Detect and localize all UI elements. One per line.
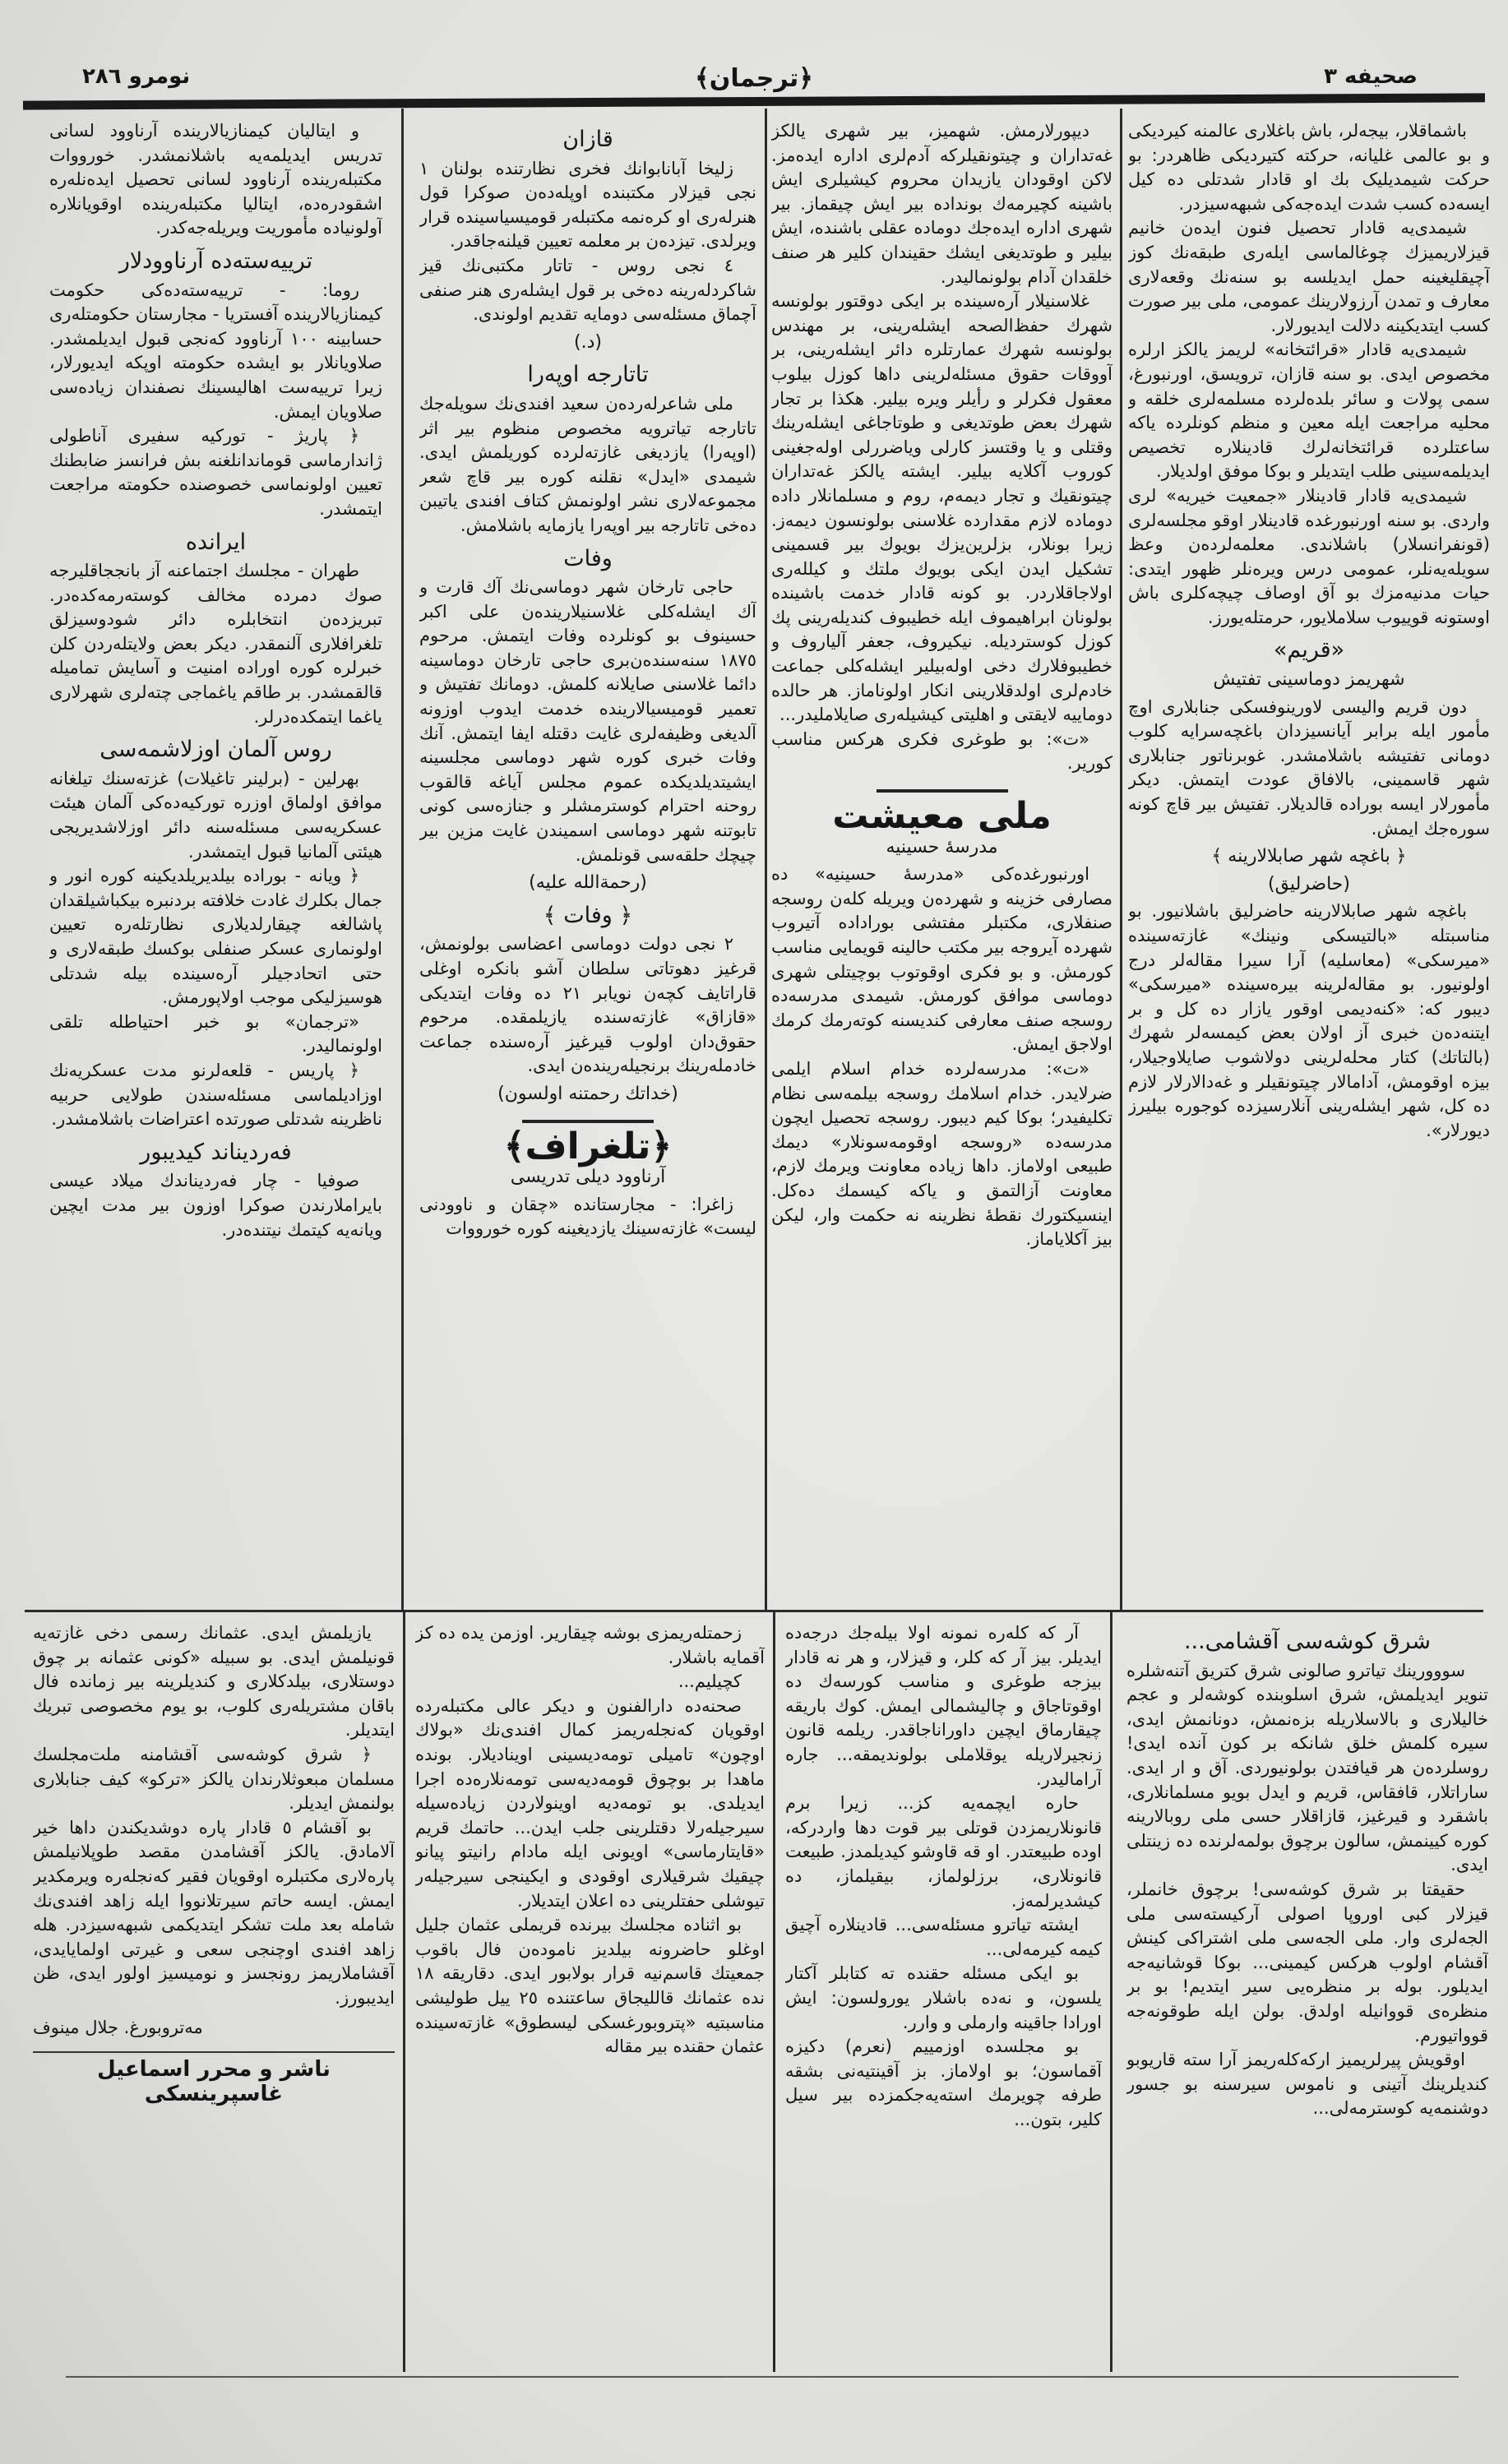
paragraph: اوقویش پیرلریمیز ارکه‌کله‌ریمز آرا سته قاریوبو کندیلرینك آتینی و ناموس سیرسنه بو جسور دوشنمه‌یه کوسترمه‌لی...	[1126, 2050, 1488, 2119]
bottom-rule	[66, 2376, 1459, 2378]
subheadline: شهریمز دوماسینی تفتیش	[1213, 669, 1405, 691]
top-column-3	[419, 119, 756, 1603]
paragraph: دون قریم والیسی لاورینوفسکی جنابلاری اوچ مأمور ایله برابر آیانسیزدان باغچه‌سرایه کلوب دومانی تفتیشه باشلامشدر. غوبرناتور جنابلاری شهر قاسمینی، بالافاق عودت ایتمش. دیکر مأمورلار ایسه بوراده قالدیلار. تفتیش بیر قاچ کونه سوره‌جك ایمش.	[1128, 696, 1490, 839]
paragraph: طهران - مجلسك اجتماعنه آز بانججاقلیرجه صوك دمرده مخالف کوسته‌رمه‌کده‌در. تبریزده‌ن انتخابلره دائر شودوسیزلق تلغرافلاری آلنمقدر. دیکر بعض ولایتله‌ردن کلن خبرلره کوره اوراده امنیت و آسایش تمامیله قالقمشدر. بر طاقم یاغماجی چته‌لری شهرلاری یاغما ایتمکده‌درلر.	[49, 561, 382, 727]
masthead	[33, 58, 1475, 99]
headline: قازان	[562, 127, 613, 152]
top-column-1	[1128, 119, 1490, 1603]
paragraph: ملی شاعرله‌رده‌ن سعید افندی‌نك سویله‌جك تاتارجه تیاترویه مخصوص منظوم بیر اثر (اوپه‌را) یازدیغی غازته‌لرده کوریلمش ایدی. شیمدی «ایدل» نقلنه کوره بیر قاچ شعر مجموعه‌لاری نشر اولونمش کتاف افندی یاتیبن ده‌خی تاتارجه بیر اوپه‌را یازمایه باشلامش.	[419, 393, 756, 535]
headline: «قریم»	[1273, 637, 1345, 663]
headline: روس آلمان اوزلاشمه‌سی	[99, 737, 332, 763]
paragraph: ایشته تیاترو مسئله‌سی... قادینلاره آچیق کیمه کیرمه‌لی...	[785, 1915, 1102, 1959]
paragraph: روما: - ترییه‌سته‌ده‌کی حکومت کیمنازیالارینده آفستریا - مجارستان حکومتله‌ری حسابینه ١٠٠ آرناوود که‌نجی قبول ایدیلمشدر. صلاویانلار بو ایشده حکومته اوپکه ایدیورلار، زیرا ترییه‌ست اهالیسینك نصفندان زیاده‌سی صلاویان ایمش.	[49, 280, 382, 422]
subheadline: (د.)	[574, 331, 602, 353]
bottom-column-3	[415, 1621, 765, 2365]
paragraph: بهرلین - (برلینر تاغیلات) غزته‌سنك تیلغانه موافق اولماق اوزره تورکیه‌ده‌کی آلمان هیئت عسکریه‌سی مسئله‌سنه دائر اوزلاشدیریجی هیئتی آلمانیا قبول ایتمشدر.	[49, 768, 382, 862]
paragraph: حاره ایچمه‌یه کز... زیرا برم قانونلاریمزدن قوتلی بیر قوت دها واردرکه، اوده طبیعتدر. او قه قاوشو کیدیلمدز. طبیعت قانونلاری، برزلولماز، بیقیلماز، ده کیشدیرلمه‌ز.	[785, 1793, 1102, 1911]
paragraph: ﴿ ویانه - بوراده بیلدیریلدیکینه کوره انور و جمال بکلرك غادت خلافته بردنبره بیکباشیلقدان پاشالغه چیقارلدیلاری نظارتله‌ره تعیین اولونماری عسکر صنفلی بوکسك طبقه‌لاری و حتی اتحادجیلر آره‌سینده بیله شدتلی هوسیزلیکی موجب اولاپورمش.	[49, 866, 382, 1008]
paragraph: اورنبورغده‌کی «مدرسهٔ حسینیه» ده مصارفی خزینه و شهرده‌ن ویریله کله‌ن روسجه صنفلاری، مکتبلر مفتشی بوراداده آتیروب شهرده آیروجه بیر مکتب حالینه قویمایی مناسب کورمش. و بو فکری اوقوتوب بوچیتلی شهری دوماسی موافق کورمش. شیمدی مدرسه‌ده روسجه صنف معارفی کندیسنه کوته‌رمك کرمك اولاجق ایمش.	[771, 864, 1112, 1055]
headline: تاتارجه اوپه‌را	[527, 362, 649, 388]
section-headline: ملی معیشت	[832, 795, 1052, 838]
paragraph: زحمتله‌ریمزی بوشه چیقاریر. اوزمن یده ده کز آقمایه باشلار.	[415, 1623, 765, 1667]
subheadline: (حاضرلیق)	[1268, 873, 1350, 895]
section-divider	[25, 1610, 1483, 1612]
paragraph: ﴿ پاریژ - تورکیه سفیری آناطولی ژاندارماسی قوماندانلغنه بش فرانسز ضابطنك تعیین اولونماسی خصوصنده حکومته مراجعت ایتمشدر.	[49, 426, 382, 519]
paragraph: ﴿ پاریس - قلعه‌لرنو مدت عسکریه‌نك اوزادیلماسی مسئله‌سندن طولایی حربیه ناظرینه شدتلی صورتده اعتراضات باشلامشدر.	[49, 1060, 382, 1130]
paragraph: صوفیا - چار فه‌ردیناندك میلاد عیسی بایراملارندن صوکرا اوزون بیر مدت ایچین ویانه‌یه کیتمك نیتنده‌در.	[49, 1171, 382, 1240]
headline: ﴿ وفات ﴾	[543, 902, 633, 928]
paragraph: بو ایکی مسئله حقنده ته کتابلر آکتار یلسون، و نه‌ده باشلار یورولسون: ایش اورادا جاقینه وارملی و وارر.	[785, 1963, 1102, 2032]
subheadline: (رحمةالله علیه)	[529, 872, 647, 894]
top-column-2	[771, 119, 1112, 1603]
bottom-column-2	[785, 1621, 1102, 2365]
column-divider	[773, 1611, 775, 2372]
column-divider	[401, 109, 404, 1611]
paragraph: بو آقشام ٥ قادار پاره دوشدیکندن داها خیر آلامادق. یالکز آقشامدن مقصد طوپلانیلمش پاره‌لاری مکتبلره اوقویان فقیر که‌نجله‌ره ویرمکدیر ایمش. ایسه حاتم سیرتلانووا ایله زاهد افندی‌نك شامله بعد ملت تشکر ایتدیکمی شبهه‌سیزدر. هله زاهد افندی اوچنجی سعی و غیرتی اولمایایدی، آقشاملاریمز رونجسز و نومیسیز اولور ایدی، ظن ایدیبورز.	[33, 1817, 395, 2008]
column-divider	[1110, 1611, 1112, 2372]
paragraph: باشماقلار، بیجه‌لر، باش باغلاری عالمنه کیردیکی و بو عالمی غلیانه، حرکته کتیردیکی ظاهردر: بو حرکت شیمدیلیک بك او قادار شدتلی ده کیل ایسه‌ده کسب شدت ایده‌جه‌کی شبهه‌سیزدر.	[1128, 121, 1490, 214]
headline-rule	[522, 1120, 654, 1123]
paragraph: حقیقتا بر شرق کوشه‌سی! برچوق خانملر، قیزلار کبی اوروپا اصولی آرکیسته‌سی ملی الجه‌لری وار. ملی الجه‌سی ملی اشتراکی کینش آقشام اولوب هرکس کیمینی... بوکا قوشانیه‌جه ایدیلور. بوله بر منظره‌یی سیر ایتدیم! بو بر منظره‌ی قووانیله اولدق. بولن ایله طوقونه‌جه قوواتیورم.	[1126, 1879, 1488, 2046]
headline: شرق کوشه‌سی آقشامی...	[1183, 1629, 1432, 1654]
paragraph: «ت»: مدرسه‌لرده خدام اسلام ایلمی ضرلایدر. خدام اسلامك روسجه بیلمه‌سی نظام تکلیفیدر؛ بوکا کیم دیبور. روسجه تحصیل ایچون مدرسه‌ده «روسجه اوقومه‌سونلار» دیمك طبیعی اولاماز. داها زیاده معاونت ویرمك لازم، معاونت آزالتمق و یاکه کیسمك ده‌کل. اینسیکتورك نقطهٔ نظرینه نه حکمت وار، لیکن بیز آکلایاماز.	[771, 1058, 1112, 1250]
column-divider	[403, 1611, 405, 2372]
issue-number-label: نومرو ٢٨٦	[82, 64, 191, 89]
paragraph: بو اثنا‌ده مجلسك بیرنده قریملی عثمان جلیل اوغلو حاضرونه بیلدیز ناموده‌ن فال باقوب جمعیتك قاسم‌نیه قرار بولابور ایدی. دقاریقه ١٨ نده عثمانك قاللیجاق ساعتنده ٢٥ ییل طولیشی مناسبتیه «پتروبورغسکی لیسطوق» غازته‌سینده عثمان حقنده بیر مقاله	[415, 1915, 765, 2057]
paragraph: شیمدی‌یه قادار قادینلار «جمعیت خیریه» لری واردی. بو سنه اورنبورغده قادینلار اوقو مجلسه‌لری (قونفرانسلار) باشلاندی. معلمه‌لرده‌ن وعظ سویله‌یه‌نلر، عمومی درس ویره‌نلر ظهور ایتدی: حیات مدنیه‌مزك بو آق اوصاف چیچه‌کلری باش اوستونه قوییوب سلاملایور، حرمتله‌یورز.	[1128, 485, 1490, 627]
paragraph: زاغرا: - مجارستانده «چقان و ناوودنی لیست» غازته‌سینك یازدیغینه کوره خورووات	[419, 1194, 756, 1239]
page-number-label: صحیفه ٣	[1324, 64, 1418, 89]
section-headline: ﴿تلغراف﴾	[503, 1125, 673, 1167]
paragraph: ٢ نجی دولت دوماسی اعضاسی بولونمش، قرغیز دهوتاتی سلطان آشو بانکره اوغلی قاراتایف کچه‌ن نویابر ٢١ ده وفات ایتدیکی «قازاق» غازته‌سنده یازیلمقده. مرحوم حقوق‌دان اولوب قیرغیز آره‌سنده جماعت خادمله‌رینك برنجیله‌رینده‌ن ایدی.	[419, 934, 756, 1076]
publisher-imprint: ناشر و محرر اسماعیل غاسپرینسکی	[33, 2051, 395, 2106]
newspaper-title: ﴿ترجمان﴾	[695, 64, 813, 93]
paragraph: و ایتالیان کیمنازیالارینده آرناوود لسانی تدریس ایدیلمه‌یه باشلانمشدر. خورووات مکتبله‌رینده آرناوود لسانی تحصیل ایده‌نله‌ره اشقودره‌ده، ایتالیا مکتبله‌رینده اوقویانلاره آولونیاده مأموریت ویریله‌جه‌کدر.	[49, 121, 382, 238]
headline: وفات	[563, 545, 613, 571]
subheadline: مدرسهٔ حسینیه	[886, 836, 998, 858]
paragraph: ﴿ شرق کوشه‌سی آقشامنه ملت‌مجلسك مسلمان مبعوثلارندان یالکز «ترکو» کیف جنابلاری بولنمش ایدیلر.	[33, 1744, 395, 1814]
paragraph: حاجی تارخان شهر دوماسی‌نك آك قارت و آك ایشله‌کلی غلاسنیلارینده‌ن علی اکبر حسینوف بو کونلرده وفات ایتمش. مرحوم ١٨٧٥ سنه‌سنده‌ن‌بری حاجی تارخان دوماسینه دائما غلاسنی صایلانه کلمش. دومانك تفتیش و تعمیر قومیسیالارینده خدمت ایدوب اوزونه آلدیغی وظیفه‌لری غایت دقتله ایفا ایتمش. آنك وفات خبری کوره شهر دوماسی مجلسینه ایشیتدیلدیکده عموم مجلس آیاغه قالقوب روحنه احترام کوسترمشلر و جنازه‌سی کونی تابوتنه شهر دوماسی اسمیندن غایت مزین بیر چیچك حلقه‌سی قونلمش.	[419, 577, 756, 865]
paragraph: غلاسنیلار آره‌سینده بر ایکی دوقتور بولونسه شهرك حفظ‌الصحه ایشله‌رینی، بر مهندس بولونسه شهرك عمارتلره دائر ایشله‌رینی، بر آووقات حقوق مسئله‌لرینی داها کوزل بیلوب معقول فکرلر و رأیلر ویره بیلیر. هکذا بر تجار شهرك بعض طوتدیغی و طوتاجاغی ایشله‌رینك وقتلی و یا وقتسز کارلی ویاضررلی اوله‌جغینی کوروب آکلایه بیلیر. ایشته یالکز غه‌تداران چیتونقیك و تجار دیمه‌م، روم و مسلمانلار داده دوماده لازم مقدارده غلاسنی بولونسون دیمه‌ز. زیرا بونلار، بزلرین‌یزك بویوك بیر قسمینی تشکیل ایدن ایکی بویوك ملتك و کیلله‌ری اولاجاقلاردر. بو کونه قادار خدمت باشینده بولونان ابراهیموف ایله خطیبوف کندیله‌رینی پك کوزل کوستردیله. نیکیروف، جعفر آلیاروف و خطیبوفلارك دخی اوله‌بیلیر ایشله‌کلی جماعت خادم‌لری اولدقلارینی انکار اولوناماز. هر حالده دوماییه لایقتی و اهلیتی کیشیله‌ری صایلاملیدر...	[771, 291, 1112, 725]
subheadline: ﴿ باغچه شهر صابلالارینه ﴾	[1211, 846, 1407, 867]
paragraph: شیمدی‌یه قادار «قرائتخانه» لریمز یالکز ارلره مخصوص ایدی. بو سنه قازان، ترویسق، اورنبورغ، سمی پولات و سائر بلده‌لرده مسلمه‌لری خلقه و محلیه مراجعت ایله معین و منظم کونلرده یاکه ساعتلرده قرائتخانه‌لرك قادینلاره تخصیص ایدیلمه‌سینی طلب ایتدیلر و بوکا موفق اولدیلار.	[1128, 340, 1490, 482]
paragraph: شیمدی‌یه قادار تحصیل فنون ایده‌ن خانیم قیزلاریمیزك چوغالماسی ایله‌ری طبقه‌نك كوز آچیقلیغینه حمل ایدیلسه بو سنه‌نك وقعه‌لاری معارف و تمدن آرزولارینك عمومی، ملی بیر صورت کسب ایتدیکینه دلالت ایدیورلار.	[1128, 218, 1490, 335]
paragraph: سووورینك تیاترو صالونی شرق کتریق آتنه‌شلره تنویر ایدیلمش، شرق اسلوبنده کوشه‌لر و عجم خالیلاری و بالاسلاریله بزه‌نمش، دونانمش ایدی، سیره کلمش خلق شانکه بر کون آنده ایدی! روسلرده‌ن هر قیافتدن بولونیوردی. آق و ار ایدی. ساراتلار، قافقاس، قریم و ایدل بویو مسلمانلاری، باشقرد و قیرغیز، قازاقلار حسی ملی روبالارینه کوره کیینمش، سالون برچوق بولمه‌لرنده ده زینتلی ایدی.	[1126, 1660, 1488, 1875]
headline: فه‌ردیناند کیدیبور	[140, 1139, 292, 1165]
paragraph: «ترجمان» بو خبر احتیاطله تلقی اولونمالیدر.	[49, 1011, 382, 1056]
bottom-column-4	[33, 1621, 395, 2365]
subheadline: آرناوود دیلی تدریسی	[510, 1167, 666, 1188]
paragraph: یازیلمش ایدی. عثمانك رسمی دخی غازته‌یه قونیلمش ایدی. بو سبیله «کونی عثمانه بر چوق دوستلاری، بیلدکلاری و کندیلرینه بیر زمانده فال باقان مشتریله‌ری کلوب، بو یوم مخصوصی تبریك ایتدیلر.	[33, 1623, 395, 1741]
paragraph: کچیلیم...	[678, 1671, 742, 1692]
headline: ترییه‌سته‌ده آرناوودلار	[118, 247, 313, 274]
paragraph: دیپورلارمش. شهمیز، بیر شهری یالکز غه‌تداران و چیتونقیلرکه آدم‌لری اداره ایده‌مز. لاکن اوقودان یازیدان محروم کیشیلری ایش باشینه کچیرمه‌ك بونداده بیر ایش چیقماز. بیر شهری اداره ایده‌جك دوماده عقلی باشنده، ایش بیلیر و طوتدیغی ایشك حقیندان کلیر هر صنف خلقدان آدام بولونمالیدر.	[771, 121, 1112, 287]
paragraph: صحنه‌ده دارالفنون و دیکر عالی مکتبله‌رده اوقویان که‌نجله‌ریمز کمال افندی‌نك «بولاك اوچون» تامیلی تومه‌دیسینی اوینادیلار. بونده ماهدا بر بوچوق قومه‌دیه‌سی تومه‌نلاره‌ده اجرا ایدیلدی. بو تومه‌دیه اوینولاردن زیاده‌سیله سیرجیله‌رلا دقتلرینی جلب ایدن... حاتمك قریم «قایتارماسی» اویونی ایله مادام رانیتو پیانو چیقیك شرقیلاری اوقودی و ایکینجی سیرجیله‌ر تیوشلی حفتلرینی ده اعلان ایتدیلار.	[415, 1695, 765, 1911]
paragraph: «ت»: بو طوغری فکری هرکس مناسب کوریر.	[771, 728, 1112, 774]
column-divider	[1120, 109, 1122, 1611]
column-divider	[765, 109, 767, 1611]
subheadline: (خداتك رحمتنه اولسون)	[497, 1083, 678, 1104]
paragraph: بو مجلسده اوزمییم (نعرم) دکیزه آقماسون؛ بو اولاماز. بز آقینتیه‌نی بشقه طرفه چویرمك استه‌یه‌جکمزده بیر سیل کلیر، بتون...	[785, 2036, 1102, 2129]
bottom-column-1	[1126, 1621, 1488, 2365]
top-column-4	[49, 119, 382, 1603]
headline-rule	[877, 789, 1008, 793]
paragraph: آر که کله‌ره نمونه اولا بیله‌جك درجه‌ده ایدیلر. بیز آر که کلر، و قیزلار، و هر نه قادار بیزجه طوغری و مناسب کورسه‌ك ده اوقوتاجاق و چالیشمالی ایمش. کوك باریقه چیقارماق ایچین داوراناجاقدر. ریلمه قانون زنجیرلاریله یوقلاملی بولوندیمقه... جاره آرامالیدر.	[785, 1623, 1102, 1789]
paragraph: ٤ نجی روس - تاتار مکتبی‌نك قیز شاکردله‌رینه ده‌خی بر قول ایشله‌ری هنر صنفی آچماق مسئله‌سی دومایه تقدیم اولوندی.	[419, 255, 756, 325]
paragraph: باغچه شهر صابلالارینه حاضرلیق باشلانیور. بو مناسبتله «بالتیسکی ونینك» غازته‌سینده «میرسکی» (معاسلیه) آرا سیرا مقاله‌لر درج اولونیور. بو مقاله‌لرینه بیره‌سینده «میرسکی» دیبور که: «کنه‌دیمی اوقور یازار ده کل و بر ایتنه‌ده‌ن خبری آز اولان بعض کیمسه‌لر شهرك (بالتاتك) کتار محله‌لرینی دولاشوب صایلاوجیلار، بیزه اوقومش، آدامالار چیتونقیلر و غه‌دالارلار لازم ده کل، شهر ایشله‌رینی آنلارسیزده کوجوره بیلیرز دیورلار».	[1128, 901, 1490, 1140]
headline: ایرانده	[185, 529, 247, 555]
paragraph: زلیخا آبانابوانك فخری نظارتنده بولنان ١ نجی قیزلار مکتبنده اوپله‌ده‌ن صوکرا قول هنرله‌ری او کره‌نمه مکتبله‌ر قومیسیاسینده قرار ویرلدی. تیزده‌ن بر معلمه تعیین قیلنه‌جاقدر.	[419, 158, 756, 252]
byline: مه‌تروبورغ. جلال مینوف	[33, 2017, 203, 2037]
